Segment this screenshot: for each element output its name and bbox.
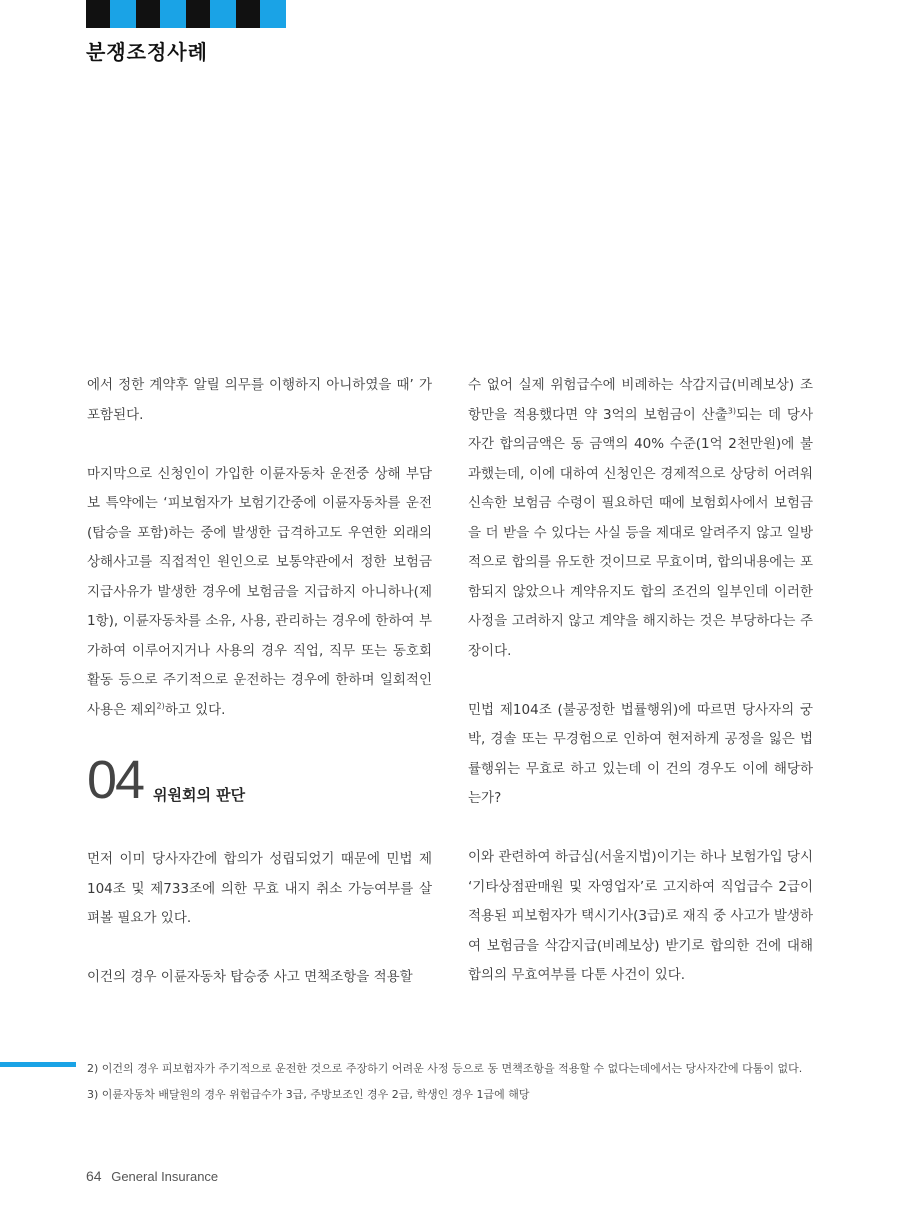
page-number: 64: [86, 1168, 102, 1184]
right-column: [468, 371, 813, 991]
bar-segment: [236, 0, 260, 28]
footnote-accent-line: [0, 1062, 76, 1067]
section-heading: [87, 725, 432, 845]
paragraph: 민법 제104조 (불공정한 법률행위)에 따르면 당사자의 궁박, 경솔 또는 무경험으로 인하여 현저하게 공정을 잃은 법률행위는 무효로 하고 있는데 이 건의 경우도 이에 해당하는가?: [468, 701, 813, 806]
bar-segment: [110, 0, 136, 28]
bar-segment: [86, 0, 110, 28]
bar-segment: [160, 0, 186, 28]
publication-name: General Insurance: [111, 1169, 219, 1184]
paragraph: [87, 460, 432, 726]
paragraph: 이와 관련하여 하급심(서울지법)이기는 하나 보험가입 당시 ‘기타상점판매원 및 자영업자’로 고지하여 직업급수 2급이 적용된 피보험자가 택시기사(3급)로 재직 중 사고가 발생하여 보험금을 삭감지급(비례보상) 받기로 합의한 건에 대해 합의의 무효여부를 다툰 사건이 있다.: [468, 849, 813, 983]
bar-segment: [210, 0, 236, 28]
footnote: 2) 이건의 경우 피보험자가 주기적으로 운전한 것으로 주장하기 어려운 사정 등으로 동 면책조항을 적용할 수 없다는데에서는 당사자간에 다툼이 없다.: [87, 1062, 803, 1075]
bar-segment: [260, 0, 286, 28]
footnote: 3) 이륜자동차 배달원의 경우 위험급수가 3급, 주방보조인 경우 2급, 학생인 경우 1급에 해당: [87, 1088, 530, 1101]
bar-segment: [186, 0, 210, 28]
footnotes: [87, 1056, 827, 1108]
paragraph-text: 수 없어 실제 위험급수에 비례하는 삭감지급(비례보상) 조항만을 적용했다면 약 3억의 보험금이 산출: [468, 377, 813, 423]
section-title: 분쟁조정사례: [86, 40, 208, 64]
bar-segment: [136, 0, 160, 28]
paragraph: 에서 정한 계약후 알릴 의무를 이행하지 아니하였을 때’ 가 포함된다.: [87, 377, 432, 423]
footnote-ref: 3): [727, 406, 736, 415]
paragraph-text: 하고 있다.: [164, 701, 226, 718]
heading-number: 04: [87, 750, 144, 810]
paragraph-text: 되는 데 당사자간 합의금액은 동 금액의 40% 수준(1억 2천만원)에 불과했는데, 이에 대하여 신청인은 경제적으로 상당히 어려워 신속한 보험금 수령이 필요하던 때에 보험회사에서 보험금을 더 받을 수 있다는 사실 등을 제대로 알려주지 않고 일방적으로 합의를 유도한 것이므로 무효이며, 합의내용에는 포함되지 않았으나 계약유지도 합의 조건의 일부인데 이러한 사정을 고려하지 않고 계약을 해지하는 것은 부당하다는 주장이다.: [468, 406, 813, 659]
paragraph: [468, 371, 813, 666]
paragraph-text: 마지막으로 신청인이 가입한 이륜자동차 운전중 상해 부담보 특약에는 ‘피보험자가 보험기간중에 이륜자동차를 운전(탑승을 포함)하는 중에 발생한 급격하고도 우연한 외래의 상해사고를 직접적인 원인으로 보통약관에서 정한 보험금 지급사유가 발생한 경우에 보험금을 지급하지 아니하나(제1항), 이륜자동차를 소유, 사용, 관리하는 경우에 한하여 부가하여 이루어지거나 사용의 경우 직업, 직무 또는 동호회 활동 등으로 주기적으로 운전하는 경우에 한하며 일회적인 사용은 제외: [87, 465, 432, 718]
header-color-bar: [86, 0, 286, 28]
heading-text: 위원회의 판단: [153, 786, 246, 804]
paragraph: 먼저 이미 당사자간에 합의가 성립되었기 때문에 민법 제104조 및 제733조에 의한 무효 내지 취소 가능여부를 살펴볼 필요가 있다.: [87, 851, 432, 926]
footnote-ref: 2): [156, 701, 165, 710]
page-footer: [86, 1168, 218, 1184]
paragraph: 이건의 경우 이륜자동차 탑승중 사고 면책조항을 적용할: [87, 969, 413, 985]
left-column: [87, 371, 432, 993]
